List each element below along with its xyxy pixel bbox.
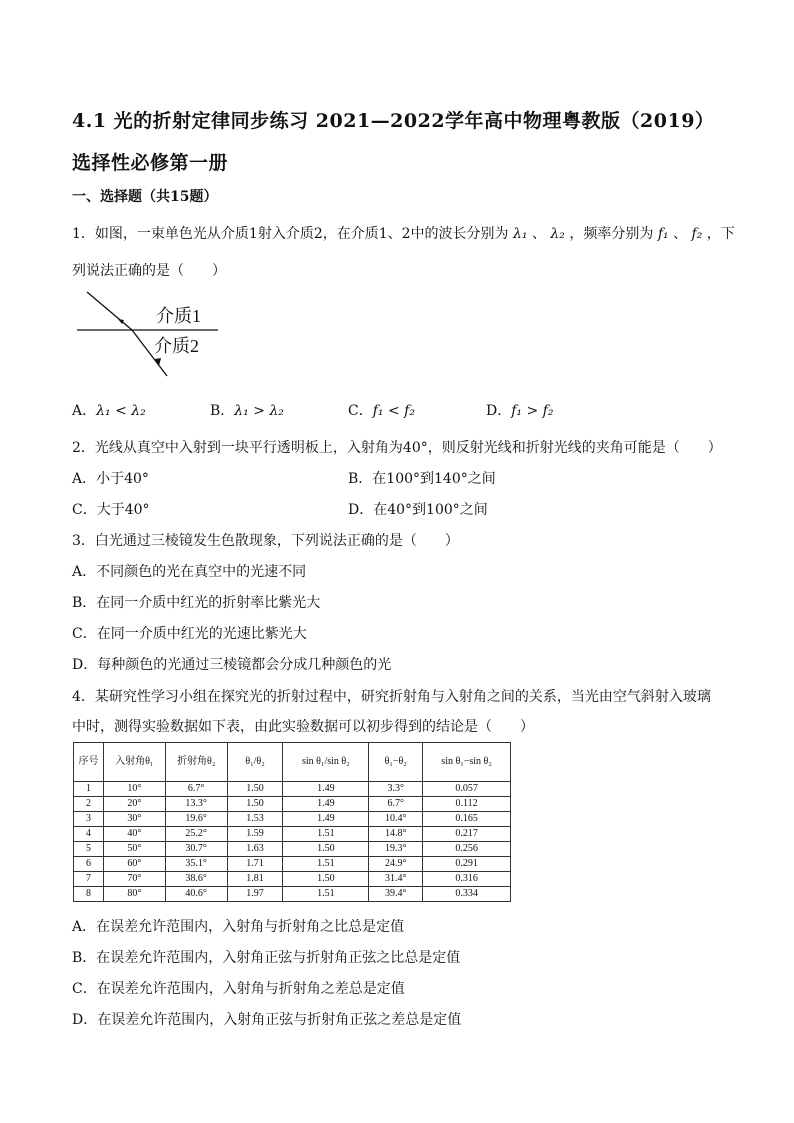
q4-stem-line2: 中时，测得实验数据如下表，由此实验数据可以初步得到的结论是（ ）	[72, 719, 534, 735]
table-header-cell: 入射角θ₁	[103, 743, 165, 782]
table-cell: 8	[74, 887, 104, 902]
table-cell: 40°	[103, 827, 165, 842]
q1-option-b-op: >	[253, 403, 265, 419]
table-cell: 60°	[103, 857, 165, 872]
q1-option-b-letter: B．	[210, 403, 235, 419]
q3-option-c[interactable]: C．在同一介质中红光的光速比紫光大	[72, 626, 307, 642]
q1-option-b-right: λ₂	[269, 403, 284, 419]
q1-stem-line2: 列说法正确的是（ ）	[72, 263, 226, 279]
q2-option-c[interactable]: C．大于40°	[72, 502, 150, 518]
table-cell: 5	[74, 842, 104, 857]
table-cell: 6.7°	[165, 782, 227, 797]
table-cell: 40.6°	[165, 887, 227, 902]
page-title: 4.1 光的折射定律同步练习 2021—2022学年高中物理粤教版（2019）	[72, 110, 715, 132]
q3-option-d[interactable]: D．每种颜色的光通过三棱镜都会分成几种颜色的光	[72, 657, 392, 673]
table-row	[74, 857, 511, 872]
table-cell: 50°	[103, 842, 165, 857]
q2-option-b[interactable]: B．在100°到140°之间	[348, 471, 496, 487]
table-cell: 2	[74, 797, 104, 812]
q1-lambda1: λ₁	[513, 226, 528, 242]
q1-option-a-letter: A．	[72, 403, 97, 419]
q4-data-table	[73, 742, 511, 902]
table-cell: 1.51	[283, 887, 369, 902]
table-cell: 30°	[103, 812, 165, 827]
table-cell: 3	[74, 812, 104, 827]
table-cell: 20°	[103, 797, 165, 812]
table-cell: 0.316	[423, 872, 511, 887]
q1-option-a[interactable]	[72, 400, 146, 420]
table-cell: 1.50	[283, 842, 369, 857]
q1-option-c-right: f₂	[404, 403, 415, 419]
table-header-cell: 序号	[74, 743, 104, 782]
table-cell: 1.50	[227, 782, 283, 797]
table-cell: 31.4°	[369, 872, 423, 887]
table-cell: 0.256	[423, 842, 511, 857]
table-cell: 1.71	[227, 857, 283, 872]
table-header-cell: θ₁/θ₂	[227, 743, 283, 782]
q1-f1: f₁	[657, 226, 669, 242]
table-body	[74, 782, 511, 902]
q1-option-c[interactable]	[348, 400, 415, 420]
table-cell: 1.53	[227, 812, 283, 827]
q1-text-a: 1．如图，一束单色光从介质1射入介质2，在介质1、2中的波长分别为	[72, 226, 509, 242]
table-cell: 1.49	[283, 812, 369, 827]
q1-sep-2: 、	[673, 226, 688, 242]
q4-option-d[interactable]: D．在误差允许范围内，入射角正弦与折射角正弦之差总是定值	[72, 1012, 462, 1028]
q1-lambda2: λ₂	[550, 226, 565, 242]
medium1-label: 介质1	[156, 306, 201, 326]
table-row	[74, 812, 511, 827]
q1-option-a-left: λ₁	[96, 403, 111, 419]
q1-option-b[interactable]	[210, 400, 284, 420]
table-cell: 1.51	[283, 857, 369, 872]
table-cell: 7	[74, 872, 104, 887]
table-row	[74, 887, 511, 902]
q1-option-a-op: <	[115, 403, 127, 419]
table-cell: 1.50	[283, 872, 369, 887]
table-cell: 35.1°	[165, 857, 227, 872]
table-row	[74, 797, 511, 812]
table-cell: 0.334	[423, 887, 511, 902]
table-cell: 0.165	[423, 812, 511, 827]
q3-stem: 3．白光通过三棱镜发生色散现象，下列说法正确的是（ ）	[72, 533, 459, 549]
q2-option-a[interactable]: A．小于40°	[72, 471, 149, 487]
q1-option-d-op: >	[526, 403, 539, 419]
refraction-figure	[72, 288, 232, 380]
table-header-cell: sin θ₁−sin θ₂	[423, 743, 511, 782]
q2-stem: 2．光线从真空中入射到一块平行透明板上，入射角为40°，则反射光线和折射光线的夹角可能是（ ）	[72, 440, 722, 456]
q4-option-b[interactable]: B．在误差允许范围内，入射角正弦与折射角正弦之比总是定值	[72, 950, 461, 966]
table-cell: 4	[74, 827, 104, 842]
table-cell: 24.9°	[369, 857, 423, 872]
q1-option-d[interactable]	[486, 400, 553, 420]
q1-option-c-letter: C．	[348, 403, 373, 419]
table-header-cell: sin θ₁/sin θ₂	[283, 743, 369, 782]
q1-option-d-letter: D．	[486, 403, 512, 419]
table-cell: 1.97	[227, 887, 283, 902]
q1-option-b-left: λ₁	[234, 403, 249, 419]
table-cell: 80°	[103, 887, 165, 902]
table-cell: 39.4°	[369, 887, 423, 902]
table-cell: 25.2°	[165, 827, 227, 842]
q1-option-c-op: <	[387, 403, 400, 419]
table-cell: 1	[74, 782, 104, 797]
table-cell: 19.6°	[165, 812, 227, 827]
table-cell: 1.81	[227, 872, 283, 887]
q4-option-c[interactable]: C．在误差允许范围内，入射角与折射角之差总是定值	[72, 981, 405, 997]
table-cell: 30.7°	[165, 842, 227, 857]
table-cell: 6	[74, 857, 104, 872]
table-row	[74, 842, 511, 857]
table-cell: 38.6°	[165, 872, 227, 887]
q2-option-d[interactable]: D．在40°到100°之间	[348, 502, 488, 518]
table-cell: 0.291	[423, 857, 511, 872]
q1-stem-line1	[72, 223, 735, 243]
q3-option-a[interactable]: A．不同颜色的光在真空中的光速不同	[72, 564, 307, 580]
table-header-cell: θ₁−θ₂	[369, 743, 423, 782]
medium2-label: 介质2	[154, 336, 199, 356]
q1-f2: f₂	[691, 226, 703, 242]
section-heading: 一、选择题（共15题）	[72, 189, 218, 205]
q1-option-d-right: f₂	[542, 403, 554, 419]
incident-ray	[87, 292, 132, 330]
table-cell: 0.112	[423, 797, 511, 812]
q1-sep-1: 、	[531, 226, 546, 242]
table-cell: 6.7°	[369, 797, 423, 812]
table-cell: 3.3°	[369, 782, 423, 797]
table-cell: 0.217	[423, 827, 511, 842]
table-row	[74, 827, 511, 842]
table-row	[74, 872, 511, 887]
q4-option-a[interactable]: A．在误差允许范围内，入射角与折射角之比总是定值	[72, 919, 405, 935]
table-cell: 70°	[103, 872, 165, 887]
table-cell: 1.49	[283, 782, 369, 797]
table-header-cell: 折射角θ₂	[165, 743, 227, 782]
table-cell: 1.63	[227, 842, 283, 857]
q1-option-c-left: f₁	[372, 403, 384, 419]
table-row	[74, 782, 511, 797]
q1-option-a-right: λ₂	[131, 403, 146, 419]
table-cell: 10°	[103, 782, 165, 797]
table-cell: 1.59	[227, 827, 283, 842]
table-header-row	[74, 743, 511, 782]
table-cell: 1.51	[283, 827, 369, 842]
table-cell: 19.3°	[369, 842, 423, 857]
table-cell: 13.3°	[165, 797, 227, 812]
q1-option-d-left: f₁	[511, 403, 523, 419]
table-cell: 1.49	[283, 797, 369, 812]
table-cell: 1.50	[227, 797, 283, 812]
q1-text-b: ，频率分别为	[569, 226, 654, 242]
q1-text-c: ，下	[706, 226, 735, 242]
table-cell: 14.8°	[369, 827, 423, 842]
table-cell: 10.4°	[369, 812, 423, 827]
table-cell: 0.057	[423, 782, 511, 797]
q4-stem-line1: 4．某研究性学习小组在探究光的折射过程中，研究折射角与入射角之间的关系，当光由空气斜射入玻璃	[72, 689, 711, 705]
page-subtitle: 选择性必修第一册	[72, 152, 229, 174]
q3-option-b[interactable]: B．在同一介质中红光的折射率比紫光大	[72, 595, 321, 611]
